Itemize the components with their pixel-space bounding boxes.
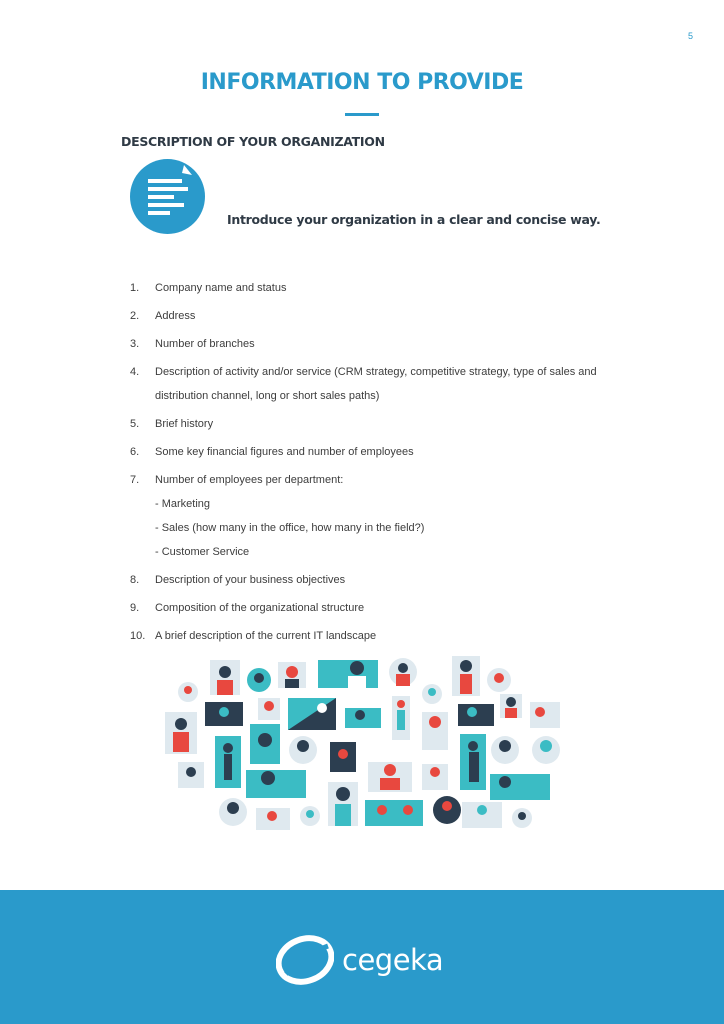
list-number: 7.: [130, 474, 140, 486]
list-item: [130, 624, 610, 648]
list-item: [130, 332, 610, 356]
list-number: 4.: [130, 366, 140, 378]
document-lines-icon: [130, 159, 205, 234]
list-number: 9.: [130, 602, 140, 614]
title-underline: [345, 113, 379, 116]
sub-item: - Sales (how many in the office, how many in the field?): [155, 522, 425, 534]
list-item: [130, 276, 610, 300]
list-text: A brief description of the current IT landscape: [155, 630, 377, 642]
list-text: Address: [155, 310, 196, 322]
info-list: [130, 276, 610, 652]
cegeka-logo: [276, 934, 443, 986]
list-number: 1.: [130, 282, 140, 294]
list-number: 5.: [130, 418, 140, 430]
list-item: [130, 596, 610, 620]
list-number: 10.: [130, 630, 146, 642]
list-item: [130, 440, 610, 464]
list-text: Description of activity and/or service (CRM strategy, competitive strategy, type of sales and distribution channel, long or short sales paths): [155, 366, 597, 402]
list-item: [130, 568, 610, 592]
sub-item: - Marketing: [155, 498, 211, 510]
list-item: [130, 304, 610, 328]
intro-text: Introduce your organization in a clear and concise way.: [227, 212, 601, 227]
people-collage-illustration: [160, 650, 570, 835]
list-text: Number of branches: [155, 338, 255, 350]
list-text: Brief history: [155, 418, 214, 430]
page-title: INFORMATION TO PROVIDE: [200, 70, 524, 95]
list-number: 8.: [130, 574, 140, 586]
list-item: [130, 412, 610, 436]
list-item: [130, 360, 610, 408]
section-heading: DESCRIPTION OF YOUR ORGANIZATION: [121, 134, 385, 149]
list-text: Description of your business objectives: [155, 574, 346, 586]
list-number: 6.: [130, 446, 140, 458]
logo-text: cegeka: [342, 943, 444, 977]
list-text: Company name and status: [155, 282, 287, 294]
list-text: Composition of the organizational structure: [155, 602, 365, 614]
cegeka-logo-mark-icon: [276, 934, 334, 986]
page-number: 5: [688, 31, 694, 41]
list-item: [130, 468, 610, 564]
list-number: 2.: [130, 310, 140, 322]
list-text: [155, 468, 610, 564]
list-text: Some key financial figures and number of employees: [155, 446, 414, 458]
list-number: 3.: [130, 338, 140, 350]
list-text: Number of employees per department:: [155, 474, 344, 486]
sub-item: - Customer Service: [155, 546, 250, 558]
